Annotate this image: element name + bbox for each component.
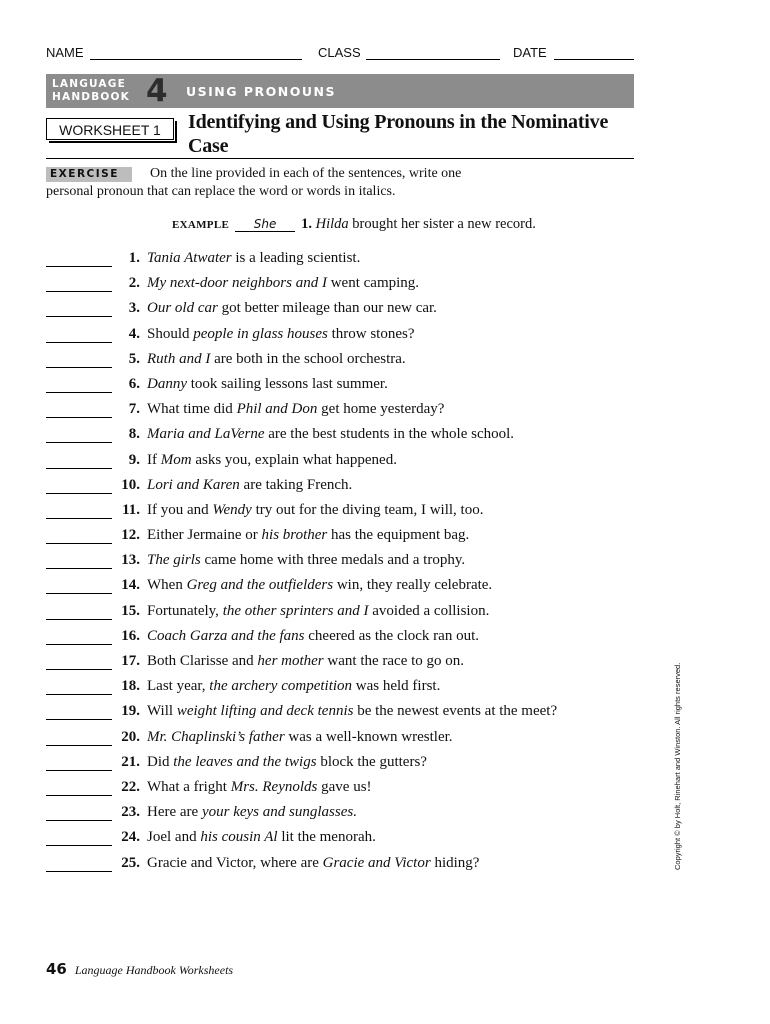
item-sentence <box>147 804 357 821</box>
worksheet-title: Identifying and Using Pronouns in the Nominative Case <box>188 111 609 157</box>
answer-blank[interactable] <box>46 266 112 267</box>
worksheet-label: WORKSHEET 1 <box>46 118 174 140</box>
item-number: 1. <box>128 250 140 266</box>
item-text-post: is a leading scientist. <box>231 250 361 266</box>
answer-blank[interactable] <box>46 342 112 343</box>
item-text-italic: his cousin Al <box>200 829 278 846</box>
item-text-post: throw stones? <box>327 325 415 342</box>
book-name <box>52 78 130 104</box>
list-item <box>46 502 646 527</box>
copyright-notice: Copyright © by Holt, Rinehart and Winston. All rights reserved. <box>673 662 682 870</box>
chapter-band <box>46 74 634 108</box>
item-text-pre: Last year, <box>147 678 210 695</box>
list-item <box>46 351 646 376</box>
answer-blank[interactable] <box>46 316 112 317</box>
item-text-post: lit the menorah. <box>277 829 376 846</box>
item-number: 19. <box>121 703 140 720</box>
item-text-post: are both in the school orchestra. <box>210 350 406 367</box>
student-info-header <box>46 44 634 62</box>
item-text-italic: My next-door neighbors and I <box>147 275 327 292</box>
item-text-italic: Greg and the outfielders <box>186 577 334 594</box>
item-sentence <box>147 552 465 569</box>
list-item <box>46 603 646 628</box>
list-item <box>46 477 646 502</box>
item-number: 11. <box>122 501 140 518</box>
book-name-line2: HANDBOOK <box>52 91 131 103</box>
item-number: 24. <box>121 829 140 846</box>
item-text-italic: his brother <box>261 527 328 544</box>
class-label: CLASS <box>318 45 361 60</box>
item-text-italic: the archery competition <box>209 678 353 695</box>
instruction-line1: On the line provided in each of the sentences, write one <box>150 166 462 181</box>
item-sentence <box>147 275 419 292</box>
item-sentence <box>147 628 479 645</box>
list-item <box>46 653 646 678</box>
item-number: 13. <box>121 552 140 569</box>
answer-blank[interactable] <box>46 845 112 846</box>
item-sentence <box>147 401 444 418</box>
item-sentence <box>147 351 406 368</box>
item-sentence <box>147 326 415 343</box>
example-rest: brought her sister a new record. <box>348 216 536 232</box>
answer-blank[interactable] <box>46 694 112 695</box>
item-sentence <box>147 577 492 594</box>
book-name-line1: LANGUAGE <box>52 78 126 90</box>
item-text-post: hiding? <box>430 854 480 871</box>
item-sentence <box>147 754 427 771</box>
item-text-post: get home yesterday? <box>317 401 445 418</box>
answer-blank[interactable] <box>46 543 112 544</box>
list-item <box>46 729 646 754</box>
item-text-pre: Should <box>147 325 194 342</box>
item-text-pre: Joel and <box>147 829 201 846</box>
item-number: 14. <box>121 577 140 594</box>
item-number: 5. <box>128 350 140 367</box>
item-sentence <box>147 729 453 746</box>
item-text-italic: Mr. Chaplinski’s father <box>147 728 285 745</box>
item-number: 10. <box>121 476 140 493</box>
answer-blank[interactable] <box>46 493 112 494</box>
item-number: 3. <box>128 300 140 317</box>
item-text-italic: Tania Atwater <box>147 250 232 266</box>
item-text-post: came home with three medals and a trophy. <box>200 552 466 569</box>
list-item <box>46 804 646 829</box>
answer-blank[interactable] <box>46 518 112 519</box>
item-number: 16. <box>121 627 140 644</box>
item-text-italic: the other sprinters and I <box>222 602 369 619</box>
item-text-pre: Did <box>147 753 174 770</box>
item-text-italic: Mrs. Reynolds <box>230 778 318 795</box>
item-text-italic: Our old car <box>147 300 218 317</box>
list-item <box>46 300 646 325</box>
list-item <box>46 577 646 602</box>
item-sentence <box>147 678 440 695</box>
item-text-post: went camping. <box>326 275 420 292</box>
item-text-post: gave us! <box>317 778 372 795</box>
title-rule <box>46 158 634 159</box>
item-sentence <box>147 603 489 620</box>
example-answer: She <box>235 217 295 232</box>
item-number: 12. <box>121 527 140 544</box>
item-sentence <box>147 527 469 544</box>
item-sentence <box>147 855 479 872</box>
date-label: DATE <box>513 45 547 60</box>
item-text-post: avoided a collision. <box>368 602 490 619</box>
list-item <box>46 326 646 351</box>
item-text-pre: Gracie and Victor, where are <box>147 854 323 871</box>
list-item <box>46 376 646 401</box>
item-number: 23. <box>121 804 140 821</box>
item-number: 8. <box>128 426 140 443</box>
item-text-italic: Wendy <box>212 501 252 518</box>
list-item <box>46 754 646 779</box>
list-item <box>46 527 646 552</box>
chapter-number: 4 <box>146 73 168 109</box>
example-italic: Hilda <box>315 216 349 232</box>
answer-blank[interactable] <box>46 770 112 771</box>
item-text-italic: Coach Garza and the fans <box>147 627 305 644</box>
answer-blank[interactable] <box>46 468 112 469</box>
item-sentence <box>147 250 360 267</box>
chapter-title: USING PRONOUNS <box>186 84 336 99</box>
exercise-items <box>46 250 646 880</box>
item-number: 20. <box>121 728 140 745</box>
list-item <box>46 779 646 804</box>
example-number: 1. <box>301 216 312 232</box>
item-text-italic: Danny <box>147 375 187 392</box>
answer-blank[interactable] <box>46 392 112 393</box>
item-text-post: got better mileage than our new car. <box>217 300 437 317</box>
date-line[interactable] <box>554 59 634 60</box>
item-number: 18. <box>121 678 140 695</box>
item-text-pre: What a fright <box>147 778 231 795</box>
answer-blank[interactable] <box>46 871 112 872</box>
item-text-post: has the equipment bag. <box>327 527 470 544</box>
example-sentence <box>172 216 536 233</box>
item-text-post: was a well-known wrestler. <box>284 728 453 745</box>
list-item <box>46 452 646 477</box>
name-label: NAME <box>46 45 84 60</box>
item-text-post: block the gutters? <box>316 753 427 770</box>
answer-blank[interactable] <box>46 291 112 292</box>
item-sentence <box>147 653 464 670</box>
item-number: 9. <box>128 451 140 468</box>
item-sentence <box>147 426 514 443</box>
item-sentence <box>147 477 352 494</box>
list-item <box>46 703 646 728</box>
item-number: 7. <box>128 401 140 418</box>
item-text-post: win, they really celebrate. <box>333 577 493 594</box>
answer-blank[interactable] <box>46 820 112 821</box>
item-text-italic: the leaves and the twigs <box>173 753 317 770</box>
exercise-label: EXERCISE <box>46 167 132 182</box>
item-text-post: cheered as the clock ran out. <box>304 627 479 644</box>
item-text-italic: weight lifting and deck tennis <box>176 703 354 720</box>
item-text-pre: What time did <box>147 401 237 418</box>
list-item <box>46 829 646 854</box>
item-text-pre: Fortunately, <box>147 602 223 619</box>
item-text-italic: her mother <box>257 653 324 669</box>
answer-blank[interactable] <box>46 417 112 418</box>
item-text-italic: Maria and LaVerne <box>147 426 265 443</box>
list-item <box>46 401 646 426</box>
answer-blank[interactable] <box>46 745 112 746</box>
item-number: 22. <box>121 778 140 795</box>
page-number: 46 <box>46 960 67 978</box>
list-item <box>46 250 646 275</box>
item-text-pre: If <box>147 451 161 468</box>
item-text-pre: When <box>147 577 187 594</box>
item-text-italic: people in glass houses <box>193 325 328 342</box>
name-line[interactable] <box>90 59 302 60</box>
item-text-italic: your keys and sunglasses. <box>201 804 357 821</box>
item-sentence <box>147 829 376 846</box>
instruction-line2: personal pronoun that can replace the word or words in italics. <box>46 184 396 199</box>
answer-blank[interactable] <box>46 669 112 670</box>
item-sentence <box>147 300 437 317</box>
item-text-post: are the best students in the whole school. <box>264 426 515 443</box>
item-text-italic: Gracie and Victor <box>322 854 431 871</box>
item-number: 15. <box>121 602 140 619</box>
item-text-post: took sailing lessons last summer. <box>187 375 388 392</box>
list-item <box>46 855 646 880</box>
item-text-post: want the race to go on. <box>323 653 465 669</box>
item-text-post: was held first. <box>352 678 441 695</box>
answer-blank[interactable] <box>46 644 112 645</box>
item-text-pre: If you and <box>147 501 213 518</box>
item-text-italic: Phil and Don <box>236 401 318 418</box>
answer-blank[interactable] <box>46 367 112 368</box>
item-number: 4. <box>128 325 140 342</box>
item-text-pre: Both Clarisse and <box>147 653 258 669</box>
item-number: 21. <box>121 753 140 770</box>
item-text-pre: Either Jermaine or <box>147 527 262 544</box>
list-item <box>46 628 646 653</box>
item-number: 25. <box>121 854 140 871</box>
answer-blank[interactable] <box>46 619 112 620</box>
item-text-post: be the newest events at the meet? <box>353 703 558 720</box>
item-sentence <box>147 502 483 519</box>
answer-blank[interactable] <box>46 719 112 720</box>
item-text-post: are taking French. <box>239 476 353 493</box>
list-item <box>46 552 646 577</box>
answer-blank[interactable] <box>46 593 112 594</box>
item-sentence <box>147 376 388 393</box>
item-text-italic: The girls <box>147 552 201 569</box>
item-text-italic: Ruth and I <box>147 350 211 367</box>
item-sentence <box>147 779 372 796</box>
list-item <box>46 678 646 703</box>
example-label: EXAMPLE <box>172 219 230 231</box>
item-number: 2. <box>128 275 140 292</box>
item-sentence <box>147 452 397 469</box>
item-number: 6. <box>128 375 140 392</box>
item-text-pre: Will <box>147 703 177 720</box>
list-item <box>46 426 646 451</box>
item-text-post: asks you, explain what happened. <box>191 451 397 468</box>
item-text-post: try out for the diving team, I will, too. <box>251 501 484 518</box>
answer-blank[interactable] <box>46 795 112 796</box>
item-text-italic: Lori and Karen <box>147 476 240 493</box>
page-footer <box>46 960 233 979</box>
item-text-italic: Mom <box>160 451 192 468</box>
item-sentence <box>147 703 557 720</box>
answer-blank[interactable] <box>46 568 112 569</box>
class-line[interactable] <box>366 59 500 60</box>
item-number: 17. <box>121 653 140 669</box>
list-item <box>46 275 646 300</box>
answer-blank[interactable] <box>46 442 112 443</box>
item-text-pre: Here are <box>147 804 202 821</box>
book-title: Language Handbook Worksheets <box>74 963 234 977</box>
